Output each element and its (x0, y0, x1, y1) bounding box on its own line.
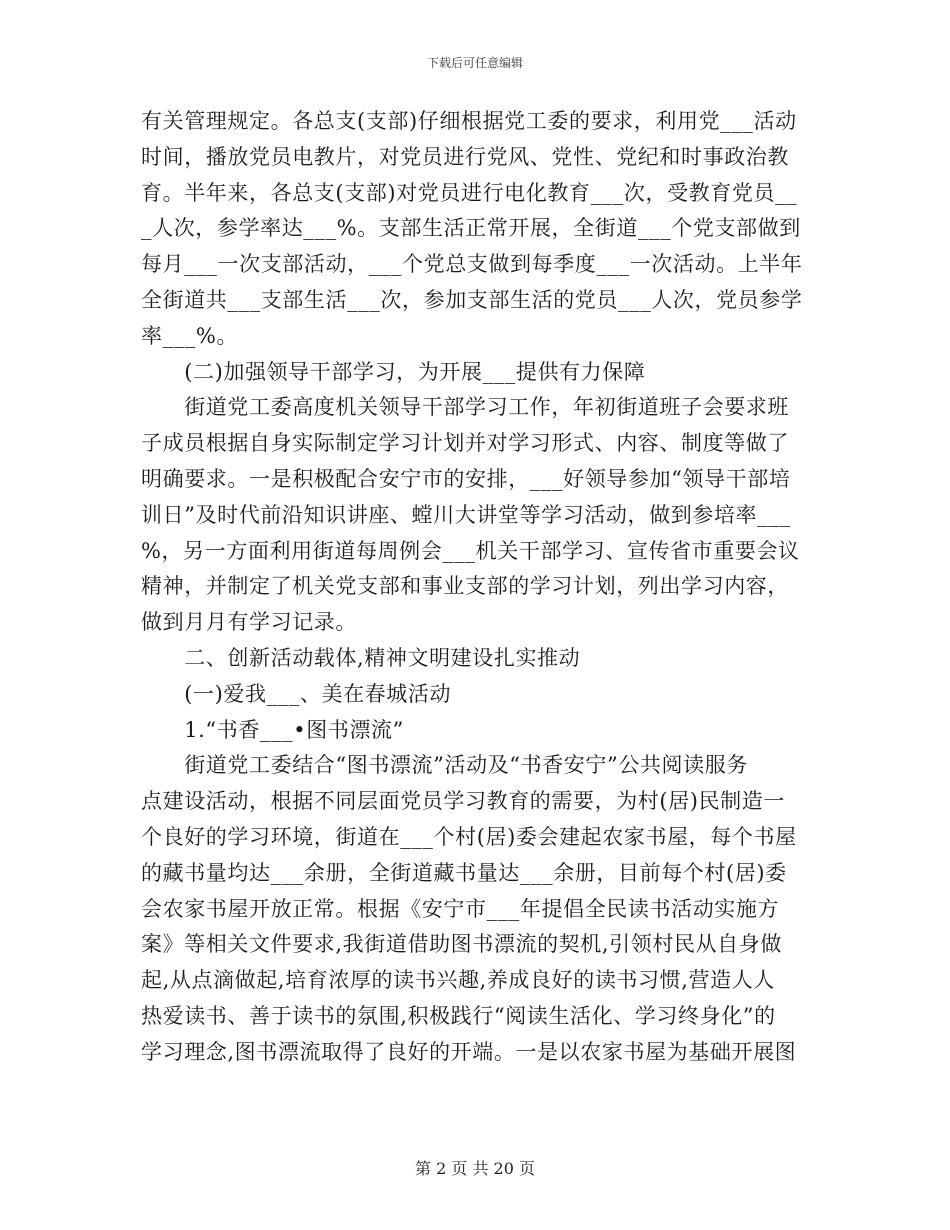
text-line: 二、创新活动载体,精神文明建设扎实推动 (141, 645, 581, 670)
text-line: 全街道共___支部生活___次，参加支部生活的党员___人次，党员参学 (141, 287, 803, 312)
text-line: 点建设活动，根据不同层面党员学习教育的需要，为村(居)民制造一 (141, 789, 785, 814)
text-line: 有关管理规定。各总支(支部)仔细根据党工委的要求，利用党___活动 (141, 109, 797, 133)
text-line: 育。半年来，各总支(支部)对党员进行电化教育___次，受教育党员__ (141, 180, 798, 205)
text-line: _人次，参学率达___%。支部生活正常开展，全街道___个党支部做到 (141, 216, 801, 241)
text-line: 的藏书量均达___余册，全街道藏书量达___余册，目前每个村(居)委 (141, 860, 787, 885)
text-line: 街道党工委高度机关领导干部学习工作，年初街道班子会要求班 (141, 395, 789, 420)
page-footer: 第 2 页 共 20 页 (415, 1159, 535, 1178)
text-line: 子成员根据自身实际制定学习计划并对学习形式、内容、制度等做了 (141, 431, 789, 456)
text-line: 精神，并制定了机关党支部和事业支部的学习计划，列出学习内容， (141, 574, 789, 599)
document-body (141, 104, 806, 1071)
text-line: (二)加强领导干部学习，为开展___提供有力保障 (141, 359, 646, 384)
text-line: 1.“书香___•图书漂流” (141, 717, 404, 742)
text-line: %，另一方面利用街道每周例会___机关干部学习、宣传省市重要会议 (141, 538, 800, 563)
text-line: 个良好的学习环境，街道在___个村(居)委会建起农家书屋，每个书屋 (141, 824, 797, 849)
text-line: 每月___一次支部活动，___个党总支做到每季度___一次活动。上半年 (141, 252, 803, 277)
page-header: 下载后可任意编辑 (426, 56, 523, 70)
text-line: 学习理念,图书漂流取得了良好的开端。一是以农家书屋为基础开展图 (141, 1039, 797, 1064)
text-line: 率___%。 (141, 323, 239, 348)
text-line: 案》等相关文件要求,我街道借助图书漂流的契机,引领村民从自身做 (141, 932, 782, 957)
text-line: 会农家书屋开放正常。根据《安宁市___年提倡全民读书活动实施方 (141, 896, 780, 921)
text-line: 街道党工委结合“图书漂流”活动及“书香安宁”公共阅读服务 (141, 753, 748, 778)
text-line: 训日”及时代前沿知识讲座、螳川大讲堂等学习活动，做到参培率___ (141, 502, 791, 527)
text-line: 热爱读书、善于读书的氛围,积极践行“阅读生活化、学习终身化”的 (141, 1003, 776, 1028)
text-line: 明确要求。一是积极配合安宁市的安排，___好领导参加“领导干部培 (141, 466, 791, 491)
text-line: 起,从点滴做起,培育浓厚的读书兴趣,养成良好的读书习惯,营造人人 (141, 968, 775, 993)
text-line: 时间，播放党员电教片，对党员进行党风、党性、党纪和时事政治教 (141, 144, 789, 169)
text-line: 做到月月有学习记录。 (141, 610, 357, 635)
text-line: (一)爱我___、美在春城活动 (141, 681, 452, 706)
